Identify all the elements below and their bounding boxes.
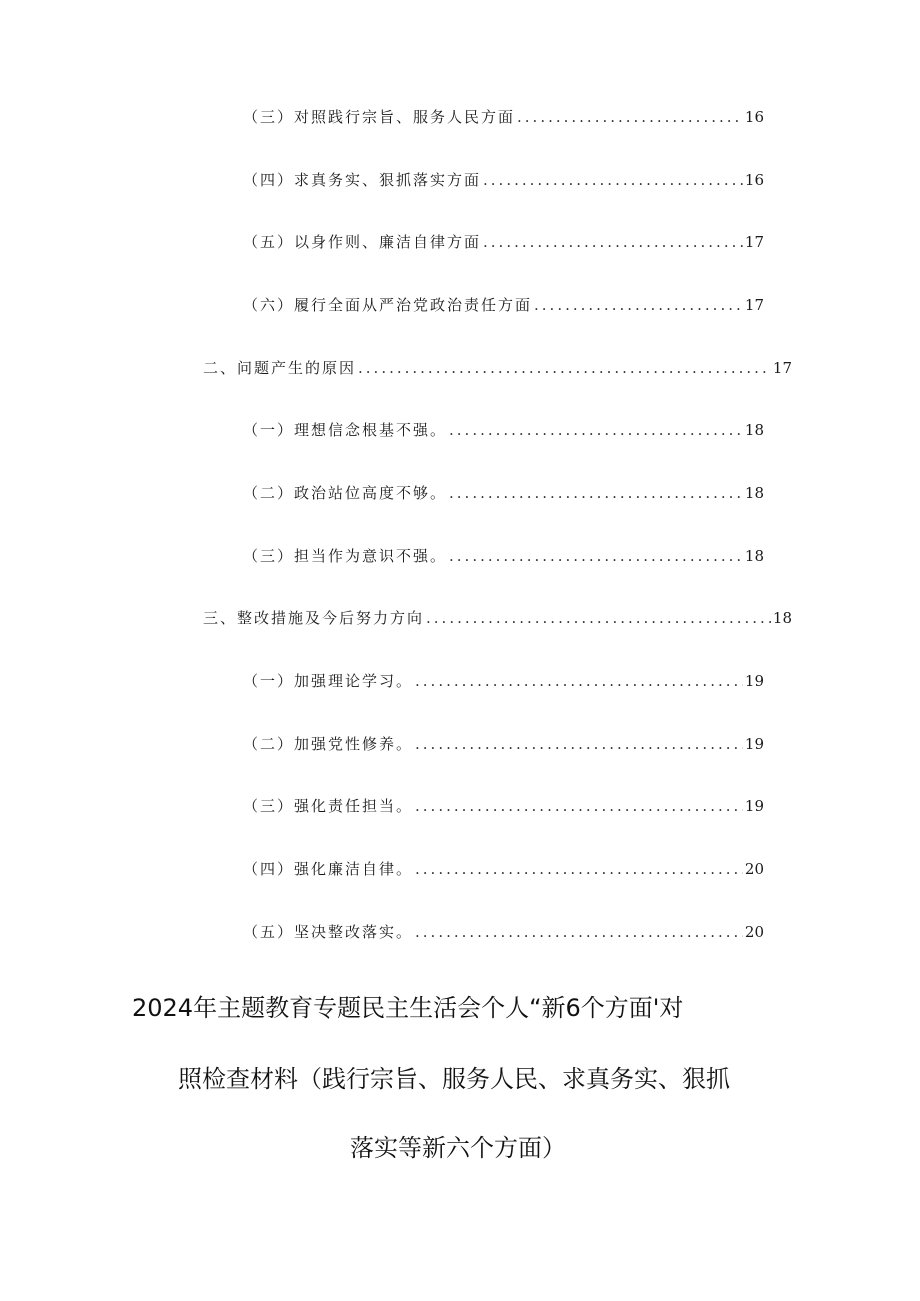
toc-leader-dots <box>415 923 743 941</box>
toc-entry-label: 三、整改措施及今后努力方向 <box>203 609 425 627</box>
toc-page-number: 18 <box>744 547 764 565</box>
toc-page-number: 19 <box>744 672 764 690</box>
toc-page-number: 16 <box>744 171 764 189</box>
toc-entry[interactable] <box>243 482 764 503</box>
toc-entry[interactable] <box>203 357 792 378</box>
toc-leader-dots <box>534 296 743 314</box>
toc-leader-dots <box>449 484 743 502</box>
toc-leader-dots <box>449 547 743 565</box>
toc-entry[interactable] <box>243 795 764 816</box>
document-title-line-1: 2024年主题教育专题民主生活会个人“新6个方面'对 <box>132 994 684 1022</box>
toc-page-number: 16 <box>744 108 764 126</box>
toc-entry-label: （五）坚决整改落实。 <box>243 923 414 941</box>
toc-entry[interactable] <box>243 545 764 566</box>
toc-entry-label: （五）以身作则、廉洁自律方面 <box>243 233 482 251</box>
toc-entry[interactable] <box>243 419 764 440</box>
toc-entry-label: （四）求真务实、狠抓落实方面 <box>243 171 482 189</box>
toc-leader-dots <box>449 421 743 439</box>
toc-entry[interactable] <box>243 169 764 190</box>
toc-entry-label: （二）政治站位高度不够。 <box>243 484 448 502</box>
toc-leader-dots <box>517 108 743 126</box>
toc-page-number: 17 <box>772 359 792 377</box>
toc-leader-dots <box>415 860 743 878</box>
toc-page-number: 18 <box>772 609 792 627</box>
toc-entry-label: （六）履行全面从严治党政治责任方面 <box>243 296 533 314</box>
toc-entry[interactable] <box>203 607 792 628</box>
toc-page-number: 18 <box>744 421 764 439</box>
toc-page-number: 20 <box>744 923 764 941</box>
toc-entry-label: （一）加强理论学习。 <box>243 672 414 690</box>
toc-leader-dots <box>426 609 771 627</box>
toc-page-number: 20 <box>744 860 764 878</box>
toc-leader-dots <box>483 171 743 189</box>
toc-page-number: 19 <box>744 797 764 815</box>
document-title-line-3: 落实等新六个方面） <box>350 1134 566 1162</box>
toc-entry[interactable] <box>243 231 764 252</box>
toc-entry[interactable] <box>243 106 764 127</box>
toc-page-number: 18 <box>744 484 764 502</box>
toc-leader-dots <box>358 359 771 377</box>
toc-entry-label: （三）对照践行宗旨、服务人民方面 <box>243 108 516 126</box>
toc-leader-dots <box>415 797 743 815</box>
toc-entry-label: （四）强化廉洁自律。 <box>243 860 414 878</box>
toc-entry[interactable] <box>243 858 764 879</box>
toc-page-number: 19 <box>744 735 764 753</box>
toc-entry[interactable] <box>243 921 764 942</box>
toc-entry[interactable] <box>243 294 764 315</box>
toc-leader-dots <box>415 672 743 690</box>
toc-entry-label: （三）担当作为意识不强。 <box>243 547 448 565</box>
toc-entry-label: （二）加强党性修养。 <box>243 735 414 753</box>
toc-entry[interactable] <box>243 733 764 754</box>
toc-page-number: 17 <box>744 233 764 251</box>
toc-entry-label: （三）强化责任担当。 <box>243 797 414 815</box>
toc-entry-label: （一）理想信念根基不强。 <box>243 421 448 439</box>
toc-page-number: 17 <box>744 296 764 314</box>
toc-leader-dots <box>415 735 743 753</box>
toc-entry[interactable] <box>243 670 764 691</box>
toc-entry-label: 二、问题产生的原因 <box>203 359 357 377</box>
toc-leader-dots <box>483 233 743 251</box>
document-title-line-2: 照检查材料（践行宗旨、服务人民、求真务实、狠抓 <box>178 1065 730 1093</box>
